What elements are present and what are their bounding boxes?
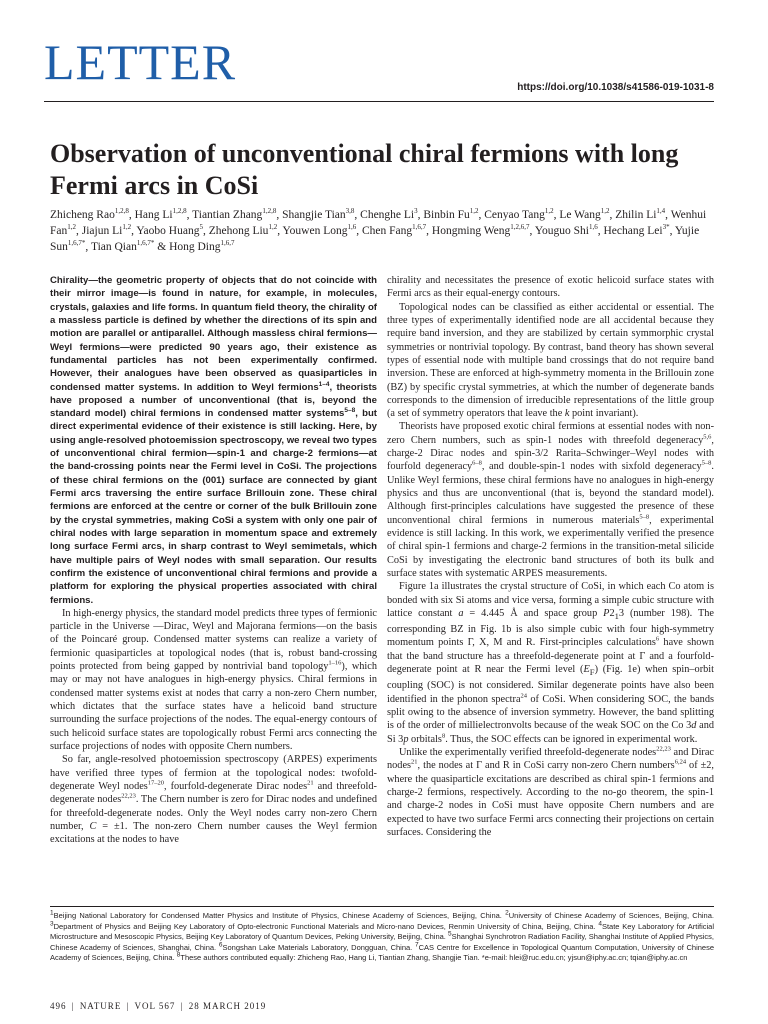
author-affiliation: 1,6	[589, 223, 598, 232]
author-affiliation: 1,6,7	[412, 223, 427, 232]
footnote-rule	[50, 906, 714, 907]
author-affiliation: 1,2,8	[262, 207, 277, 216]
author-affiliation: 1,2	[544, 207, 554, 216]
author-name: Le Wang	[559, 209, 601, 221]
author-name: Wenhui Fan	[50, 209, 707, 237]
volume: VOL 567	[134, 1001, 176, 1011]
author-name: Zhicheng Rao	[50, 209, 115, 221]
author-affiliation: 1,2,6,7	[510, 223, 530, 232]
body-paragraph: Unlike the experimentally verified threefold-degenerate nodes$^{22,23}$ and Dirac nodes$^{21}$, the nodes at Γ and R in CoSi carry non-zero Chern numbers$^{6,24}$ of ±2, where the quasiparticle excitations are described as chiral spin-1 fermions and charge-2 fermions, respectively. According to the no-go theorem, the spin-1 and charge-2 nodes in CoSi must have opposite Chern numbers and are expected to have two surface Fermi arcs connecting their projections on certain surfaces. Considering the	[387, 745, 715, 838]
author-affiliation: 1,2	[122, 223, 132, 232]
author-name: Hechang Lei	[603, 225, 663, 237]
body-paragraph: Chirality—the geometric property of objects that do not coincide with their mirror image—is found in nature, for example, in molecules, crystals, galaxies and life forms. In quantum field theory, the chirality of a massless particle is defined by whether the directions of its spin and motion are parallel or antiparallel. Although massless chiral fermions—Weyl fermions—were predicted 90 years ago, their existence as fundamental particles has not been experimentally confirmed. However, their analogues have been observed as quasiparticles in condensed matter systems. In addition to Weyl fermions$^{1-4}$, theorists have proposed a number of unconventional (that is, beyond the standard model) chiral fermions in condensed matter systems$^{5-8}$, but direct experimental evidence of their existence is still lacking. Here, by using angle-resolved photoemission spectroscopy, we reveal two types of unconventional chiral fermion—spin-1 and charge-2 fermions—at the band-crossing points near the Fermi level in CoSi. The projections of these chiral fermions on the (001) surface are connected by giant Fermi arcs traversing the entire surface Brillouin zone. These chiral fermions are enforced at the centre or corner of the bulk Brillouin zone by the crystal symmetries, making CoSi a system with only one pair of chiral nodes with large separation in momentum space and extremely long surface Fermi arcs, in sharp contrast to Weyl semimetals, which have multiple pairs of Weyl nodes with small separation. Our results confirm the existence of unconventional chiral fermions and provide a platform for exploring the physical properties associated with chiral fermions.	[50, 275, 377, 606]
author-affiliation: 1,2	[67, 223, 76, 232]
author-name: Chen Fang	[361, 225, 413, 237]
author-affiliation: 1,2	[600, 207, 610, 216]
author-name: Tian Qian	[90, 241, 137, 253]
body-paragraph: Figure 1a illustrates the crystal structure of CoSi, in which each Co atom is bonded with six Si atoms and vice versa, forming a simple cubic structure with lattice constant a = 4.445 Å and space group $P2_13$ (number 198). The corresponding BZ in Fig. 1b is also simple cubic with four high-symmetry momentum points Γ, X, M and R. First-principles calculations$^6$ have shown that the band structure has a threefold-degenerate point at Γ and a fourfold-degenerate point at R near the Fermi level $(E_F)$ (Fig. 1e) when spin–orbit coupling (SOC) is not considered. Similar degenerate points have also been identified in the phonon spectra$^{24}$ of CoSi. When considering SOC, the bands split owing to the absence of inversion symmetry. However, the band splitting is of the order of millielectronvolts because of the weak SOC on the Co 3d and Si 3p orbitals$^8$. Thus, the SOC effects can be ignored in experimental work.	[387, 581, 714, 745]
author-affiliation: 1,2	[268, 223, 278, 232]
author-name: Binbin Fu	[423, 209, 470, 221]
issue-date: 28 MARCH 2019	[188, 1001, 267, 1011]
journal-name: NATURE	[79, 1001, 122, 1011]
author-affiliation: 1,4	[656, 207, 666, 216]
author-name: Hongming Weng	[431, 225, 511, 237]
author-name: Cenyao Tang	[484, 209, 545, 221]
author-affiliation: 1,2,8	[172, 207, 187, 216]
author-affiliation: 3*	[662, 223, 670, 232]
body-paragraph: Theorists have proposed exotic chiral fermions at essential nodes with non-zero Chern numbers, such as spin-1 nodes with threefold degeneracy$^{5,6}$, charge-2 Dirac nodes and spin-3/2 Rarita–Schwinger–Weyl nodes with fourfold degeneracy$^{6-8}$, and double-spin-1 nodes with sixfold degeneracy$^{5-8}$. Unlike Weyl fermions, these chiral fermions have no analogues in high-energy physics and thus are unconventional (that is, beyond the standard model). Although first-principles calculations have suggested the presence of these unconventional chiral fermions in numerous materials$^{5-8}$, experimental evidence is still lacking. In this work, we experimentally verified the presence of chiral spin-1 fermions and charge-2 fermions in the transition-metal silicide CoSi by investigating the electronic band structures of both its bulk and surface states with systematic ARPES measurements.	[387, 421, 714, 579]
author-name: Tiantian Zhang	[192, 209, 263, 221]
author-name: Zhehong Liu	[208, 225, 269, 237]
author-name: Zhilin Li	[615, 209, 657, 221]
author-affiliation: 1,6,7*	[136, 239, 155, 248]
author-affiliation: 1,6,7	[220, 239, 235, 248]
author-affiliation: 1,2,8	[114, 207, 129, 216]
author-affiliation: 1,6,7*	[67, 239, 86, 248]
body-paragraph: In high-energy physics, the standard model predicts three types of fermionic particle in the Universe —Dirac, Weyl and Majorana fermions—on the basis of the Poincaré group. Condensed matter systems can realize a variety of fermionic quasiparticles at topological nodes (that is, robust band-crossing points protected from being gapped by nontrivial band topology$^{1-16}$), which may or may not have analogues in high-energy physics. Chiral fermions in condensed matter systems exist at nodes that carry a non-zero Chern number, which dictates that the surface states have a helicoid band structure surrounding the surface projections of the nodes. The equal-energy contours of such helicoid surface states are topologically robust Fermi arcs connecting the surface projections of nodes with opposite Chern numbers.	[50, 607, 377, 752]
author-name: Youguo Shi	[534, 225, 589, 237]
author-name: Yaobo Huang	[136, 225, 200, 237]
right-column	[387, 274, 714, 839]
affiliation-footnotes: $^1$Beijing National Laboratory for Condensed Matter Physics and Institute of Physics, Chinese Academy of Sciences, Beijing, China. $^2$University of Chinese Academy of Sciences, Beijing, China. $^3$Department of Physics and Beijing Key Laboratory of Opto-electronic Functional Materials and Micro-nano Devices, Renmin University of China, Beijing, China. $^4$State Key Laboratory for Artificial Microstructure and Mesoscopic Physics, Beijing Key Laboratory of Quantum Devices, Peking University, Beijing, China. $^5$Shanghai Synchrotron Radiation Facility, Shanghai Institute of Applied Physics, Chinese Academy of Sciences, Shanghai, China. $^6$Songshan Lake Materials Laboratory, Dongguan, China. $^7$CAS Centre for Excellence in Topological Quantum Computation, University of Chinese Academy of Sciences, Beijing, China. $^8$These authors contributed equally: Zhicheng Rao, Hang Li, Tiantian Zhang, Shangjie Tian. *e-mail: hlei@ruc.edu.cn; yjsun@iphy.ac.cn; tqian@iphy.ac.cn	[50, 909, 715, 962]
author-affiliation: 1,6	[347, 223, 357, 232]
body-paragraph: chirality and necessitates the presence of exotic helicoid surface states with Fermi arcs as their equal-energy contours.	[387, 275, 714, 300]
article-title: Observation of unconventional chiral fermions with long Fermi arcs in CoSi	[50, 139, 679, 200]
author-affiliation: 1,2	[469, 207, 479, 216]
doi-link[interactable]: https://doi.org/10.1038/s41586-019-1031-8	[517, 82, 714, 93]
page-footer: 496 | NATURE | VOL 567 | 28 MARCH 2019	[50, 1001, 267, 1011]
author-name: Chenghe Li	[360, 209, 415, 221]
author-affiliation: 5	[199, 223, 203, 232]
author-affiliation: 3	[414, 207, 418, 216]
author-name: Jiajun Li	[81, 225, 123, 237]
header-rule	[44, 101, 714, 102]
author-name: Hong Ding	[169, 241, 221, 253]
body-paragraph: Topological nodes can be classified as either accidental or essential. The three types of experimentally identified node are all accidental because they require band inversion, and they are stabilized by certain symmorphic crystal symmetries or nontrivial topology. By contrast, band theory has shown several types of essential node with multiple band crossings that do not require band inversion. These are enforced at high-symmetry momenta in the Brillouin zone (BZ) by specific crystal symmetries, at which the number of degenerate bands corresponds to the dimension of irreducible representations of the little group (a set of symmetry operators that leave the k point invariant).	[387, 301, 714, 420]
left-column	[50, 274, 377, 846]
author-name: Hang Li	[134, 209, 173, 221]
author-name: Yujie Sun	[50, 225, 700, 253]
author-name: Shangjie Tian	[282, 209, 346, 221]
page-number: 496	[50, 1001, 67, 1011]
author-name: Youwen Long	[282, 225, 348, 237]
author-affiliation: 3,8	[345, 207, 355, 216]
author-list: Zhicheng Rao$^{1,2,8}$, Hang Li$^{1,2,8}$, Tiantian Zhang$^{1,2,8}$, Shangjie Tian$^{3,8}$, Chenghe Li$^3$, Binbin Fu$^{1,2}$, Cenyao Tang$^{1,2}$, Le Wang$^{1,2}$, Zhilin Li$^{1,4}$, Wenhui Fan$^{1,2}$, Jiajun Li$^{1,2}$, Yaobo Huang$^5$, Zhehong Liu$^{1,2}$, Youwen Long$^{1,6}$, Chen Fang$^{1,6,7}$, Hongming Weng$^{1,2,6,7}$, Youguo Shi$^{1,6}$, Hechang Lei$^{3*}$, Yujie Sun$^{1,6,7*}$, Tian Qian$^{1,6,7*}$ & Hong Ding$^{1,6,7}$	[50, 207, 707, 253]
body-paragraph: So far, angle-resolved photoemission spectroscopy (ARPES) experiments have verified three types of fermion at the topological nodes: twofold-degenerate Weyl nodes$^{17-20}$, fourfold-degenerate Dirac nodes$^{21}$ and threefold-degenerate nodes$^{22,23}$. The Chern number is zero for Dirac nodes and undefined for threefold-degenerate nodes. Only the Weyl nodes carry non-zero Chern number, C = ±1. The non-zero Chern number causes the Weyl fermion excitations at the nodes to have	[50, 754, 377, 846]
section-label: LETTER	[44, 34, 237, 90]
